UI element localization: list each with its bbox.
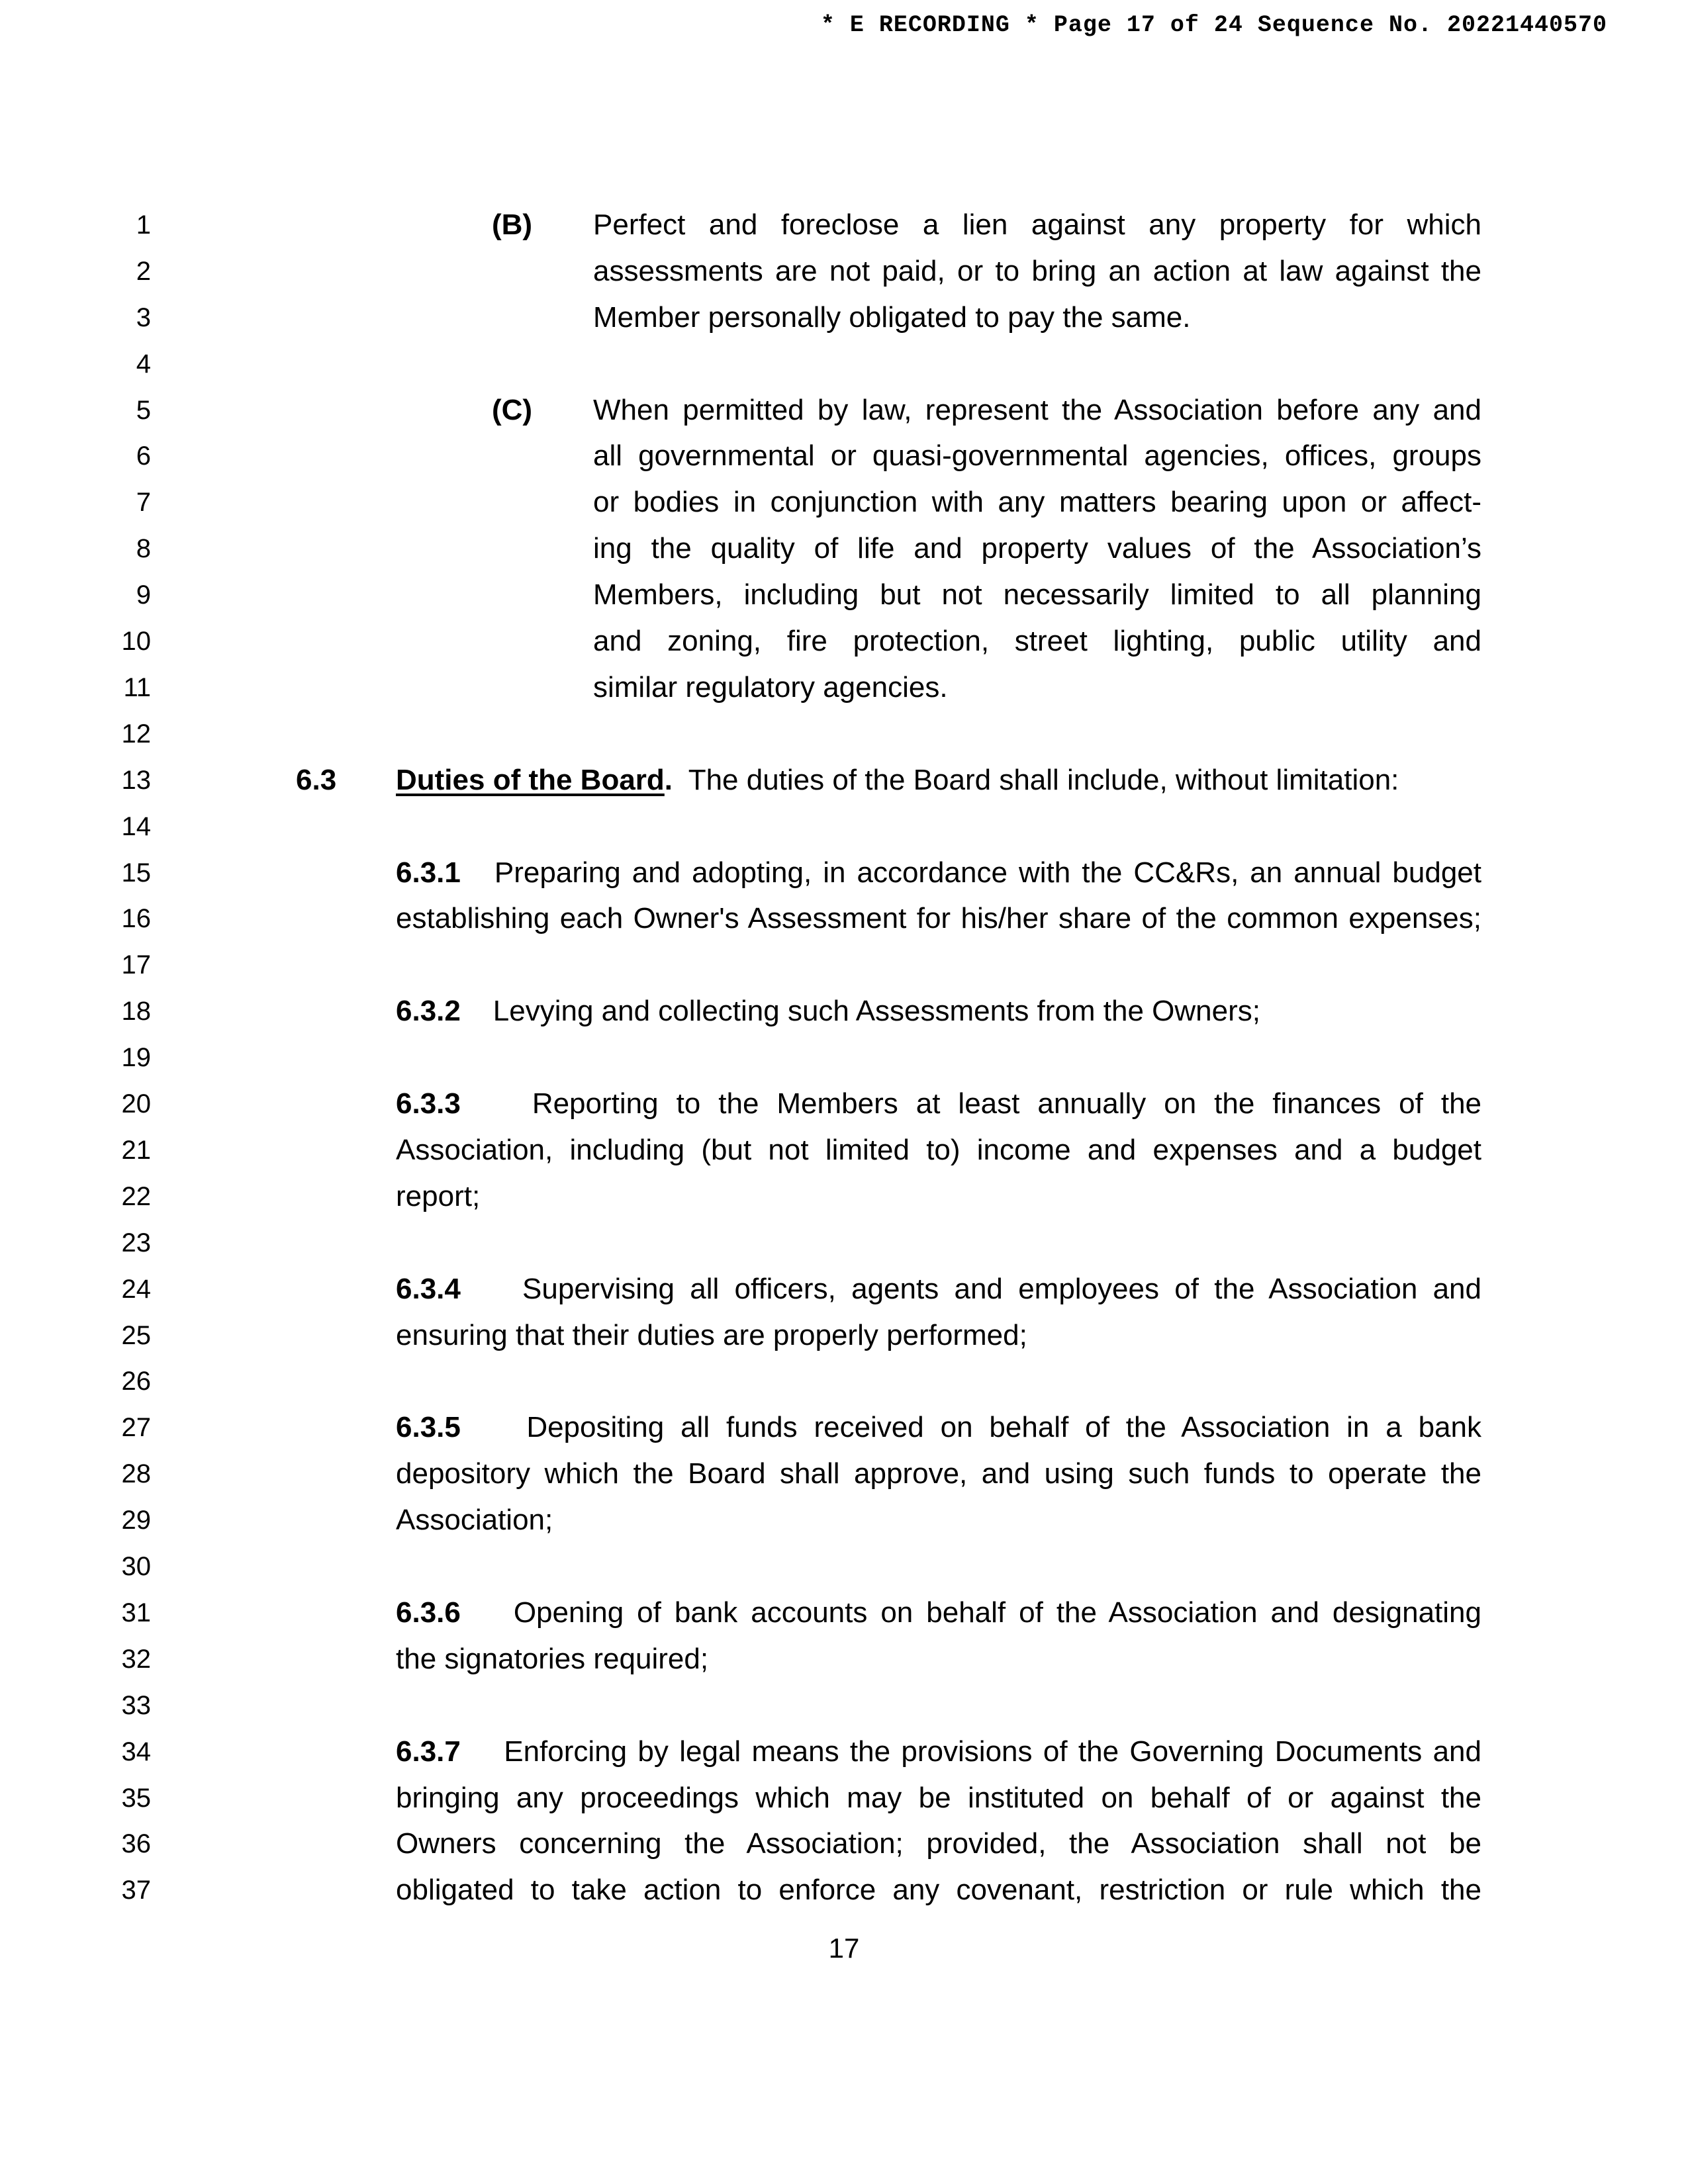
line-number: 23 bbox=[121, 1228, 151, 1257]
line-number: 13 bbox=[121, 766, 151, 795]
section-title: Duties of the Board bbox=[396, 764, 665, 796]
item-c-line: ing the quality of life and property values of the Association’s bbox=[593, 532, 1481, 565]
line-number: 4 bbox=[136, 349, 151, 379]
subsection-line: Preparing and adopting, in accordance with the CC&Rs, an annual budget bbox=[494, 856, 1481, 889]
subsection-number: 6.3.6 bbox=[396, 1596, 461, 1629]
line-number: 30 bbox=[121, 1552, 151, 1581]
subsection-6-3-3 bbox=[396, 1087, 1482, 1120]
subsection-number: 6.3.2 bbox=[396, 995, 461, 1027]
item-b-label: (B) bbox=[492, 208, 533, 241]
line-number: 22 bbox=[121, 1182, 151, 1211]
subsection-line: Association; bbox=[396, 1504, 553, 1536]
subsection-line: the signatories required; bbox=[396, 1643, 709, 1675]
subsection-6-3-2 bbox=[396, 995, 1260, 1027]
subsection-6-3-4 bbox=[396, 1273, 1481, 1305]
subsection-line: Enforcing by legal means the provisions of the Governing Documents and bbox=[504, 1735, 1481, 1768]
line-number: 25 bbox=[121, 1321, 151, 1350]
subsection-6-3-1 bbox=[396, 856, 1481, 889]
line-number: 19 bbox=[121, 1043, 151, 1072]
item-c-line: Members, including but not necessarily limited to all planning bbox=[593, 578, 1481, 611]
item-c-label: (C) bbox=[492, 394, 533, 426]
item-b-line: Member personally obligated to pay the same. bbox=[593, 301, 1191, 334]
subsection-number: 6.3.7 bbox=[396, 1735, 461, 1768]
line-number: 5 bbox=[136, 396, 151, 425]
line-number: 31 bbox=[121, 1598, 151, 1627]
line-number: 18 bbox=[121, 997, 151, 1026]
section-title-period: . bbox=[664, 764, 673, 796]
line-number: 17 bbox=[121, 950, 151, 979]
subsection-line: establishing each Owner's Assessment for his/her share of the common expenses; bbox=[396, 902, 1481, 934]
item-c-line: or bodies in conjunction with any matters bearing upon or affect- bbox=[593, 486, 1481, 518]
subsection-6-3-7 bbox=[396, 1735, 1481, 1768]
subsection-number: 6.3.4 bbox=[396, 1273, 461, 1305]
item-c-line: and zoning, fire protection, street lighting, public utility and bbox=[593, 625, 1481, 657]
item-b-line: Perfect and foreclose a lien against any property for which bbox=[593, 208, 1481, 241]
page-number: 17 bbox=[828, 1933, 860, 1964]
subsection-number: 6.3.5 bbox=[396, 1411, 461, 1443]
line-number: 24 bbox=[121, 1275, 151, 1304]
subsection-line: ensuring that their duties are properly performed; bbox=[396, 1319, 1027, 1351]
subsection-number: 6.3.1 bbox=[396, 856, 461, 889]
line-number: 14 bbox=[121, 812, 151, 841]
line-number: 8 bbox=[136, 534, 151, 563]
subsection-line: Owners concerning the Association; provided, the Association shall not be bbox=[396, 1827, 1481, 1860]
subsection-line: Reporting to the Members at least annually on the finances of the bbox=[532, 1087, 1482, 1120]
line-number: 32 bbox=[121, 1645, 151, 1674]
line-number: 35 bbox=[121, 1784, 151, 1813]
line-number: 16 bbox=[121, 904, 151, 933]
item-c-line: When permitted by law, represent the Association before any and bbox=[593, 394, 1481, 426]
line-number: 15 bbox=[121, 858, 151, 887]
item-c-line: all governmental or quasi-governmental agencies, offices, groups bbox=[593, 439, 1481, 472]
subsection-6-3-6 bbox=[396, 1596, 1482, 1629]
line-number: 28 bbox=[121, 1459, 151, 1488]
subsection-line: Depositing all funds received on behalf of the Association in a bank bbox=[526, 1411, 1481, 1443]
line-number: 20 bbox=[121, 1089, 151, 1118]
line-number: 36 bbox=[121, 1829, 151, 1858]
line-number: 21 bbox=[121, 1136, 151, 1165]
line-number: 29 bbox=[121, 1506, 151, 1535]
subsection-line: depository which the Board shall approve, and using such funds to operate the bbox=[396, 1457, 1481, 1490]
line-number: 37 bbox=[121, 1876, 151, 1905]
line-number: 33 bbox=[121, 1691, 151, 1720]
line-number: 11 bbox=[123, 673, 151, 702]
recording-header: * E RECORDING * Page 17 of 24 Sequence No. 20221440570 bbox=[820, 12, 1607, 38]
subsection-line: Levying and collecting such Assessments from the Owners; bbox=[492, 995, 1260, 1027]
section-intro: The duties of the Board shall include, without limitation: bbox=[688, 764, 1399, 796]
line-number: 9 bbox=[136, 580, 151, 610]
section-heading bbox=[396, 764, 1399, 796]
subsection-number: 6.3.3 bbox=[396, 1087, 461, 1120]
line-number: 26 bbox=[121, 1367, 151, 1396]
line-number: 34 bbox=[121, 1737, 151, 1766]
subsection-line: Supervising all officers, agents and employees of the Association and bbox=[522, 1273, 1481, 1305]
subsection-line: Association, including (but not limited to) income and expenses and a budget bbox=[396, 1134, 1481, 1166]
line-number: 2 bbox=[136, 257, 151, 286]
line-number: 27 bbox=[121, 1413, 151, 1442]
line-number: 1 bbox=[136, 210, 151, 240]
subsection-line: bringing any proceedings which may be instituted on behalf of or against the bbox=[396, 1782, 1481, 1814]
item-c-line: similar regulatory agencies. bbox=[593, 671, 948, 704]
subsection-line: report; bbox=[396, 1180, 481, 1212]
line-number: 7 bbox=[136, 488, 151, 517]
line-number: 6 bbox=[136, 441, 151, 471]
item-b-line: assessments are not paid, or to bring an action at law against the bbox=[593, 255, 1481, 287]
subsection-6-3-5 bbox=[396, 1411, 1481, 1443]
line-number: 3 bbox=[136, 303, 151, 332]
line-number: 12 bbox=[121, 719, 151, 749]
subsection-line: obligated to take action to enforce any covenant, restriction or rule which the bbox=[396, 1874, 1481, 1906]
line-number: 10 bbox=[121, 627, 151, 656]
section-number: 6.3 bbox=[296, 764, 337, 796]
subsection-line: Opening of bank accounts on behalf of the Association and designating bbox=[513, 1596, 1482, 1629]
